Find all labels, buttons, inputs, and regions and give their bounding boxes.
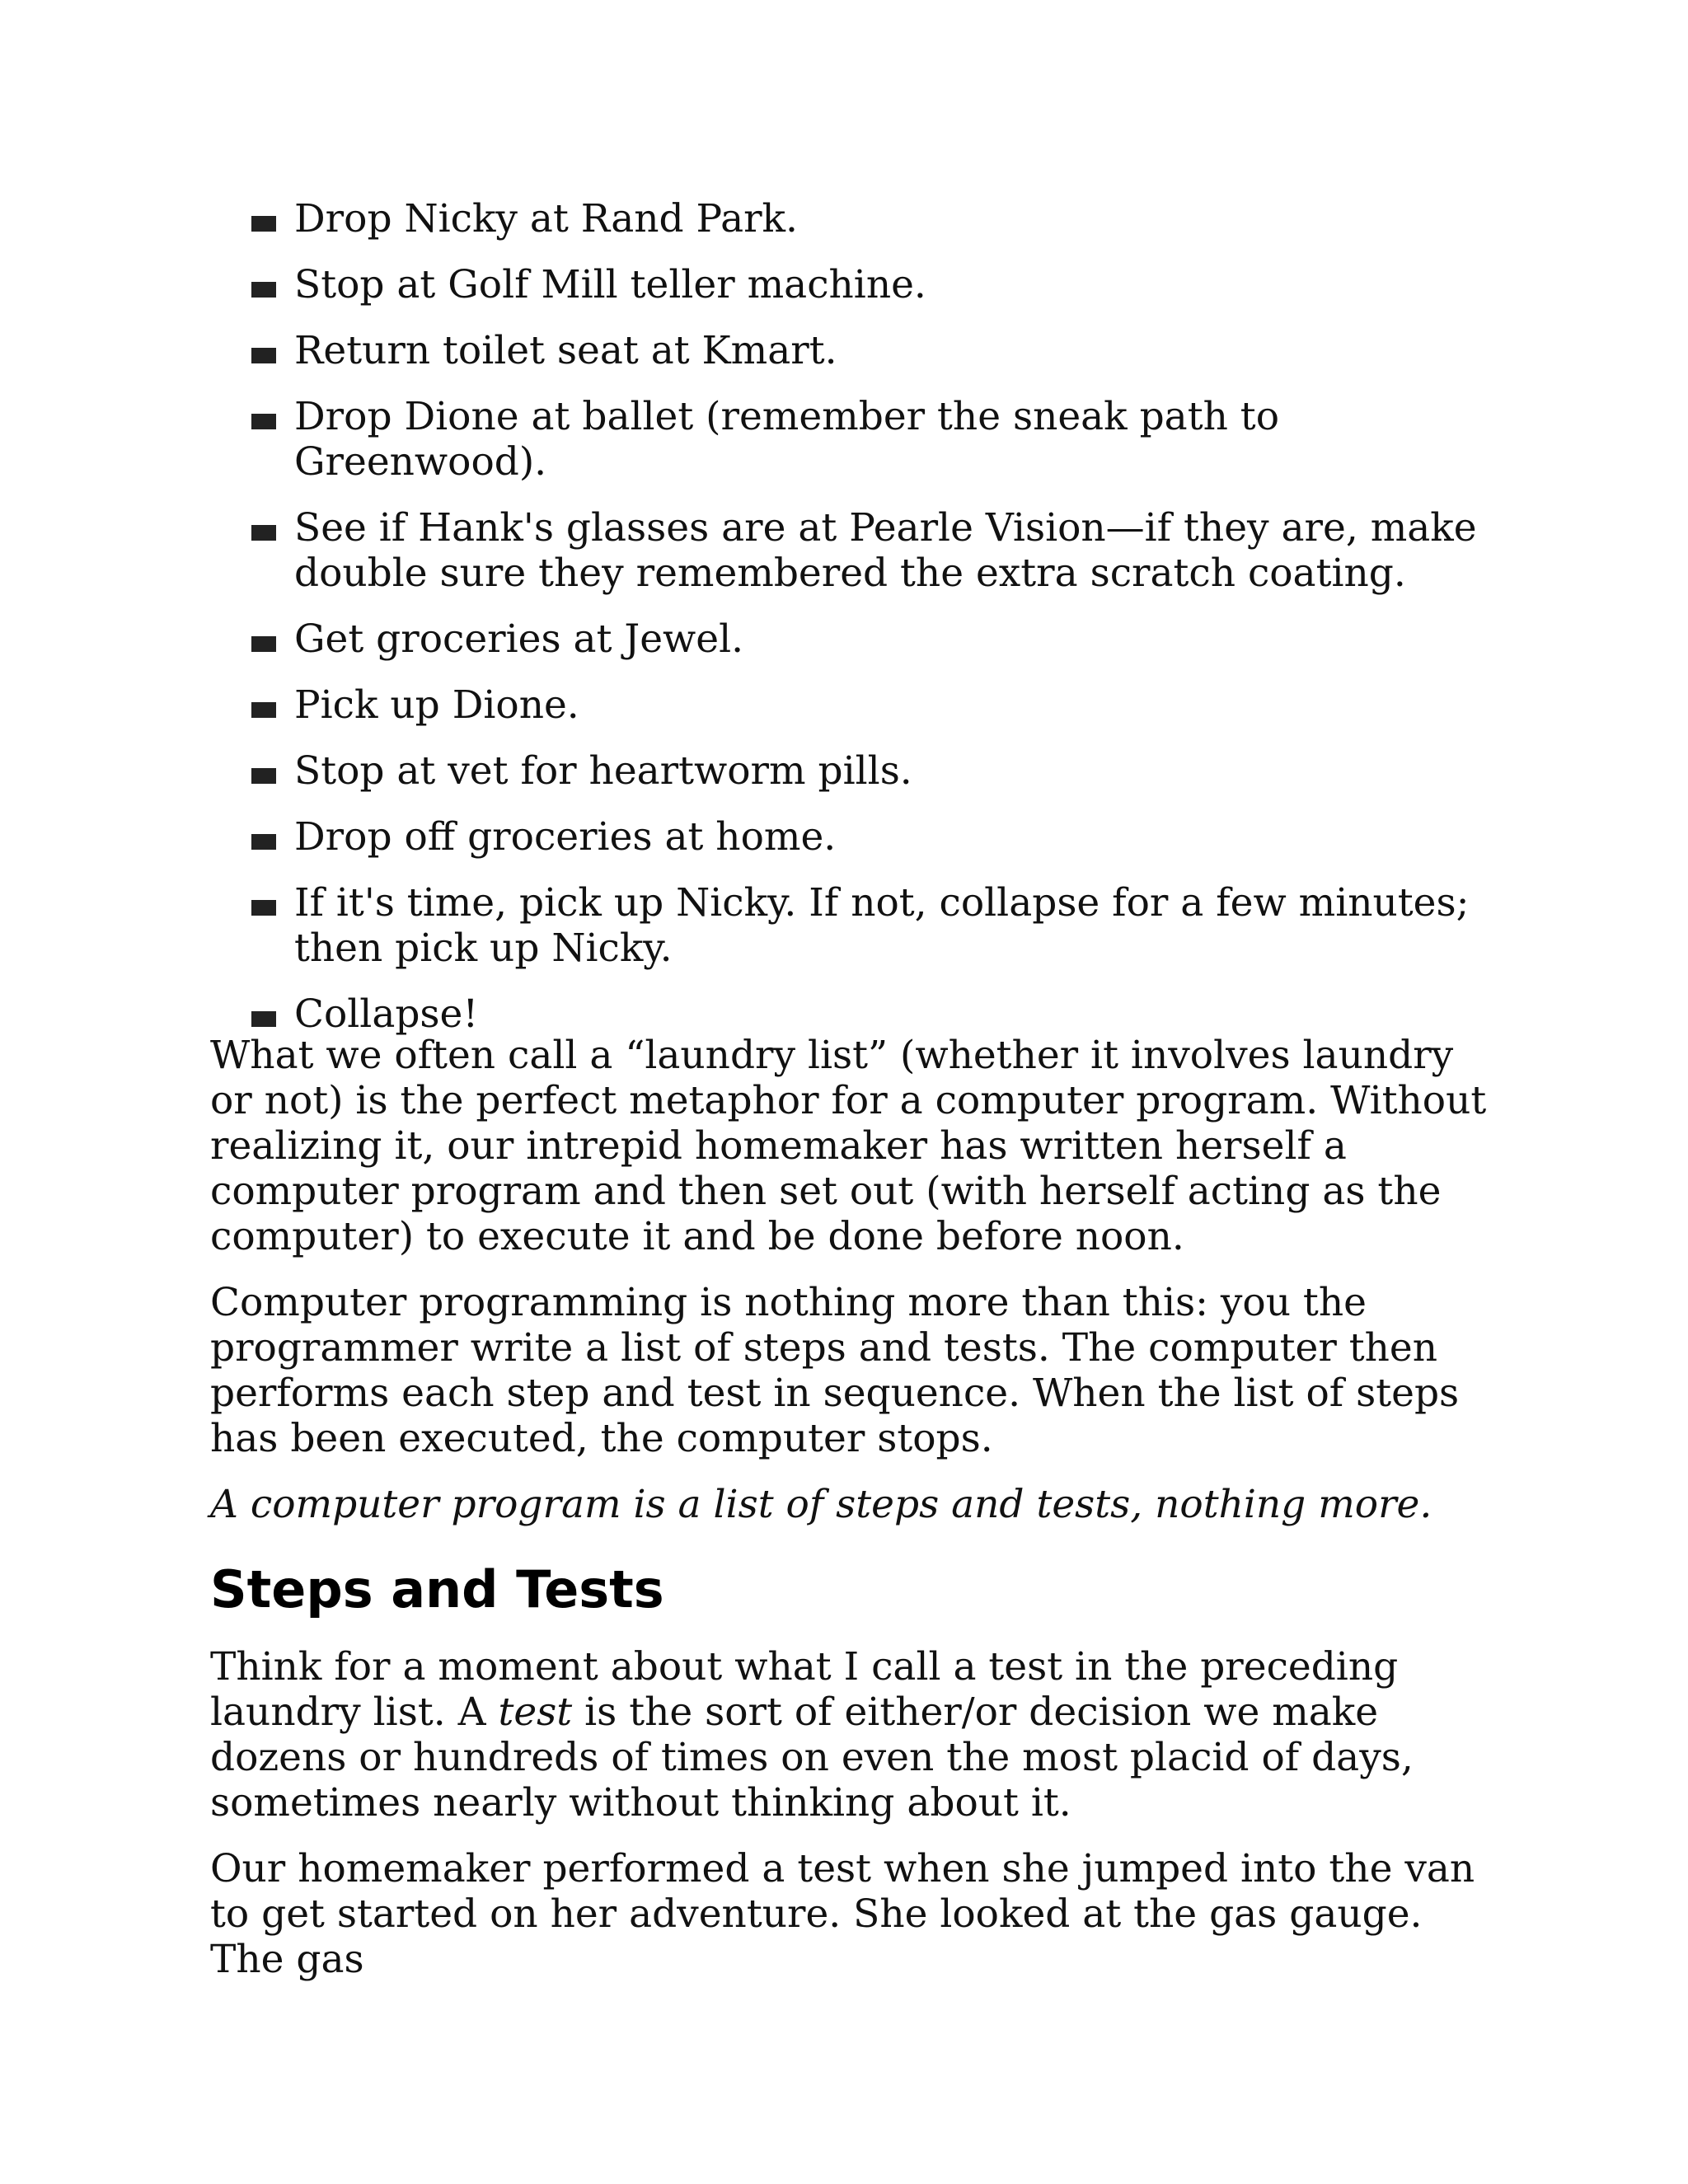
list-item-text: Drop Nicky at Rand Park. [294, 196, 798, 241]
emphasis-statement: A computer program is a list of steps and tests, nothing more. [210, 1482, 1432, 1527]
square-bullet-icon [251, 768, 276, 784]
square-bullet-icon [251, 414, 276, 429]
list-item [251, 196, 1488, 241]
paragraph-gas-gauge: Our homemaker performed a test when she jumped into the van to get started on her adventure. She looked at the gas gauge. The gas [210, 1846, 1475, 1982]
square-bullet-icon [251, 348, 276, 363]
list-item [251, 616, 1488, 662]
list-item-text: Get groceries at Jewel. [294, 616, 744, 662]
square-bullet-icon [251, 702, 276, 718]
paragraph-text-start: Think for a moment about what I call a test in the preceding laundry list. A [210, 1644, 1399, 1735]
list-item-text: See if Hank's glasses are at Pearle Vision—if they are, make double sure they remembered the extra scratch coating. [294, 505, 1477, 596]
paragraph-text-end: is the sort of either/or decision we make dozens or hundreds of times on even the most placid of days, sometimes nearly without thinking about it. [210, 1690, 1414, 1825]
square-bullet-icon [251, 282, 276, 298]
list-item-text: Stop at Golf Mill teller machine. [294, 262, 926, 307]
list-item [251, 682, 1488, 728]
list-item-text: If it's time, pick up Nicky. If not, collapse for a few minutes; then pick up Nicky. [294, 880, 1470, 971]
square-bullet-icon [251, 525, 276, 541]
list-item-text: Drop off groceries at home. [294, 814, 837, 860]
paragraph-laundry-list: What we often call a “laundry list” (whether it involves laundry or not) is the perfect metaphor for a computer program. Without realizing it, our intrepid homemaker has written herself a computer program and then set out (with herself acting as the computer) to execute it and be done before noon. [210, 1033, 1487, 1259]
errand-list [251, 196, 1488, 1057]
list-item-text: Return toilet seat at Kmart. [294, 328, 837, 373]
list-item [251, 991, 1488, 1037]
list-item [251, 262, 1488, 307]
square-bullet-icon [251, 216, 276, 232]
list-item [251, 814, 1488, 860]
square-bullet-icon [251, 900, 276, 916]
paragraph-programming: Computer programming is nothing more than this: you the programmer write a list of steps and tests. The computer then performs each step and test in sequence. When the list of steps has been executed, the computer stops. [210, 1280, 1460, 1461]
square-bullet-icon [251, 1011, 276, 1027]
list-item [251, 880, 1488, 971]
list-item [251, 505, 1488, 596]
list-item [251, 328, 1488, 373]
paragraph-test-definition [210, 1644, 1496, 1825]
list-item-text: Stop at vet for heartworm pills. [294, 748, 912, 794]
list-item-text: Collapse! [294, 991, 479, 1037]
square-bullet-icon [251, 636, 276, 652]
list-item-text: Pick up Dione. [294, 682, 579, 728]
list-item-text: Drop Dione at ballet (remember the sneak path to Greenwood). [294, 394, 1279, 485]
list-item [251, 748, 1488, 794]
emphasized-term: test [498, 1690, 573, 1735]
section-heading: Steps and Tests [210, 1559, 664, 1619]
list-item [251, 394, 1488, 485]
body-text [210, 1033, 1496, 2003]
square-bullet-icon [251, 834, 276, 850]
